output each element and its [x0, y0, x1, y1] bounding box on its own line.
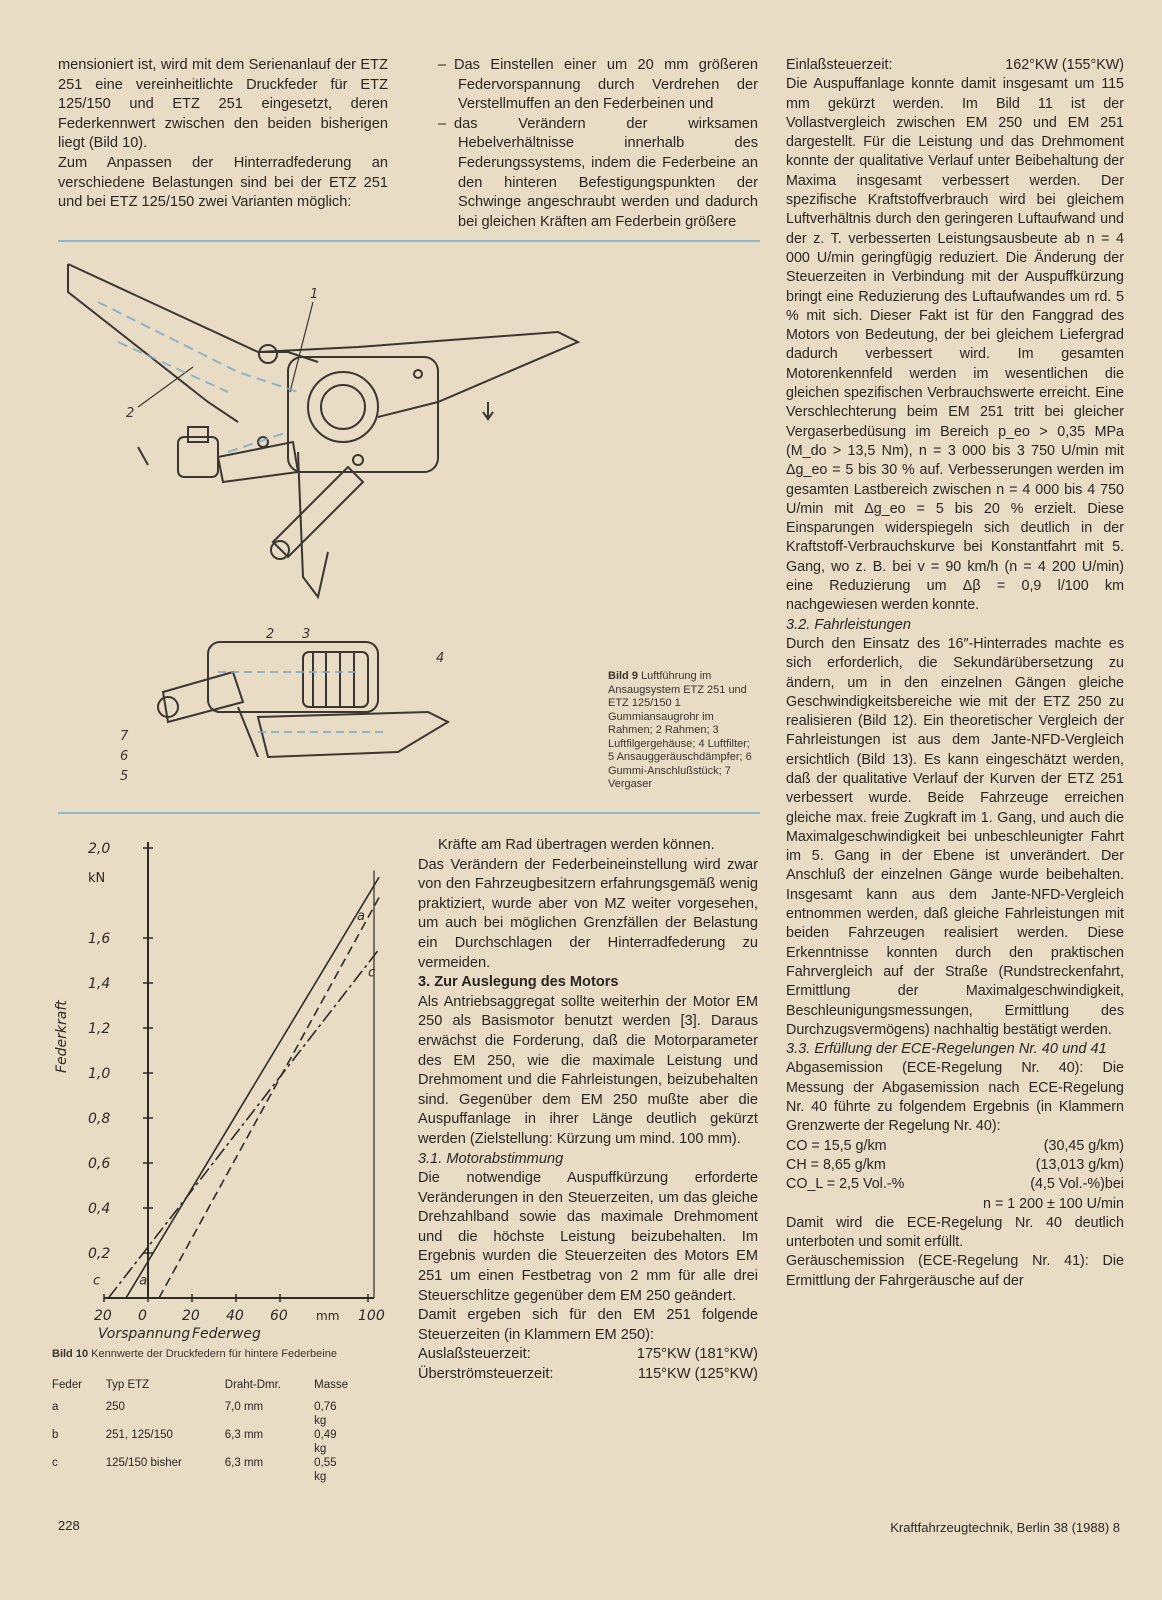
table-cell: b [52, 1429, 59, 1441]
series-line-b [126, 877, 379, 1298]
filter-circle [308, 372, 378, 442]
col-row [786, 1175, 1124, 1194]
y-tick-label: 1,0 [88, 1066, 111, 1082]
bild9-callout-2a: 2 [126, 406, 135, 421]
curve-label-bottom-a: a [139, 1273, 148, 1289]
bild10-caption-text: Kennwerte der Druckfedern für hintere Federbeine [91, 1348, 337, 1360]
y-tick-label: 0,2 [88, 1246, 111, 1262]
frame-outline [68, 264, 578, 417]
divider-top [58, 240, 760, 242]
y-tick-label: 0,8 [88, 1111, 111, 1127]
table-header: Typ ETZ [105, 1379, 150, 1391]
einlass-row [786, 56, 1124, 75]
page-number: 228 [58, 1518, 80, 1533]
x-tick-label: 100 [358, 1308, 385, 1324]
col2-continuation: Kräfte am Rad übertragen werden können. [438, 837, 715, 853]
table-cell: 6,3 mm [224, 1457, 264, 1469]
col2-para-feder: Das Verändern der Federbeineinstellung wird zwar von den Fahrzeugbesitzern erfahrungsgemäß wenig praktiziert, wurde aber von MZ weiter vorgesehen, um auch bei möglichen Grenzfällen der Belastung ein Durchschlagen der Hinterradfederung zu vermeiden. [418, 856, 758, 971]
table-cell: 6,3 mm [224, 1429, 264, 1441]
curve-label-bottom-c: c [93, 1273, 101, 1289]
bild9-callout-6: 6 [120, 749, 129, 764]
x-tick-label: 0 [138, 1308, 147, 1324]
table-row [52, 1456, 352, 1484]
col2-para-ergeben: Damit ergeben sich für den EM 251 folgende Steuerzeiten (in Klammern EM 250): [418, 1307, 758, 1343]
xlabel-left: Vorspannung [98, 1326, 191, 1342]
ueberstroem-row [418, 1365, 758, 1385]
co-row [786, 1137, 1124, 1156]
col-limit: (4,5 Vol.-%)bei [1030, 1176, 1124, 1193]
bild9-callout-3: 3 [302, 627, 311, 642]
bullet-item-2: – das Verändern der wirksamen Hebelverhältnisse innerhalb des Federungssystems, indem die Federbeine an den hinteren Befestigungspunkten der Schwinge angeschraubt werden und dadurch bei gleichen Kräften am Federbein größere [438, 115, 758, 230]
col1-para1: mensioniert ist, wird mit dem Serienanlauf der ETZ 251 eine vereinheitlichte Druckfeder für ETZ 125/150 und ETZ 251 eingesetzt, deren Federkennwert zwischen den beiden bisherigen liegt (Bild 10). [58, 57, 388, 152]
col-value: CO_L = 2,5 Vol.-% [786, 1176, 905, 1193]
y-tick-label: 2,0 [88, 841, 111, 857]
table-cell: 125/150 bisher [105, 1457, 182, 1469]
col2-lower-text [418, 836, 758, 1385]
section-3-heading: 3. Zur Auslegung des Motors [418, 974, 619, 991]
bullet2-text: das Verändern der wirksamen Hebelverhältnisse innerhalb des Federungssystems, indem die Federbeine an den hinteren Befestigungspunkten der Schwinge angeschraubt werden und dadurch bei gleichen Kräften am Federbein größere [454, 115, 758, 230]
y-unit-label: kN [88, 870, 106, 886]
ylabel: Federkraft [54, 1000, 70, 1073]
section-3-1-heading: 3.1. Motorabstimmung [418, 1150, 564, 1167]
table-row [52, 1428, 352, 1456]
col1-para2: Zum Anpassen der Hinterradfederung an verschiedene Belastungen sind bei der ETZ 251 und bei ETZ 125/150 zwei Varianten möglich: [58, 154, 388, 211]
bild9-caption-head: Bild 9 [608, 670, 638, 682]
bild9-callout-2: 2 [266, 627, 275, 642]
col2-top-text [438, 56, 758, 232]
auslass-value: 175°KW (181°KW) [636, 1346, 758, 1363]
table-cell: 7,0 mm [224, 1401, 264, 1413]
y-tick-label: 0,6 [88, 1156, 111, 1172]
co-limit: (30,45 g/km) [1043, 1137, 1124, 1154]
col3-para-geraeusch: Geräuschemission (ECE-Regelung Nr. 41): Die Ermittlung der Fahrgeräusche auf der [786, 1253, 1124, 1289]
bullet-item-1: – Das Einstellen einer um 20 mm größeren Federvorspannung durch Verdrehen der Verstellmuffen an den Federbeinen und [438, 57, 758, 113]
y-tick-label: 1,2 [88, 1021, 111, 1037]
bullet1-text: Das Einstellen einer um 20 mm größeren Federvorspannung durch Verdrehen der Verstellmuffen an den Federbeinen und [454, 57, 758, 113]
journal-footer: Kraftfahrzeugtechnik, Berlin 38 (1988) 8 [890, 1520, 1120, 1535]
col2-para-motor: Als Antriebsaggregat sollte weiterhin der Motor EM 250 als Basismotor benutzt werden [3]. Daraus erwächst die Forderung, daß die Motorparameter des EM 250, wie die maximale Leistung und Drehmoment und die Fahrleistungen, beizubehalten sind. Gegenüber dem EM 250 mußte aber die Auspuffanlage in ihrer Länge deutlich gekürzt werden (Zielstellung: Kürzung um mind. 100 mm). [418, 993, 758, 1147]
table-cell: a [52, 1401, 59, 1413]
table-header: Draht-Dmr. [224, 1379, 282, 1391]
ch-row [786, 1156, 1124, 1175]
x-tick-label: 20 [182, 1308, 200, 1324]
col3-text [786, 56, 1124, 1291]
col3-para-a: Die Auspuffanlage konnte damit insgesamt um 115 mm gekürzt werden. Im Bild 11 ist der Vollastvergleich zwischen EM 250 und EM 251 dargestellt. Für die Leistung und das Drehmoment konnte der qualitative Verlauf unter Beibehaltung der Maxima insgesamt verbessert werden. Der spezifische Kraftstoffverbrauch wird bei gleichem Luftverhältnis durch den geringeren Luftaufwand und der z. T. verbesserten Leistungsausbeute ab n = 4 000 U/min geringfügig reduziert. Die Änderung der Steuerzeiten in Verbindung mit der Auspuffkürzung bringt eine Reduzierung des Luftaufwandes um rd. 5 % mit sich. Dieser Fakt ist für den Fanggrad des Motors von Bedeutung, der bei gleichem Liefergrad dadurch verbessert wird. Im gesamten Motorenkennfeld werden im wesentlichen die gleichen spezifischen Verbrauchswerte erreicht. Eine Verschlechterung beim EM 251 tritt bei gleicher Vergaserbedüsung im Bereich p_eo > 0,35 MPa (M_do > 13,5 Nm), n = 3 000 bis 3 750 U/min mit Δg_eo = 5 bis 30 % auf. Verbesserungen werden im gesamten Lastbereich zwischen n = 4 000 bis 4 750 U/min mit Δg_eo = 5 bis 20 % erzielt. Diese Einsparungen widerspiegeln sich deutlich in der Kraftstoff-Verbrauchskurve bei Konstantfahrt mit 5. Gang, wo z. B. bei v = 90 km/h (n = 4 200 U/min) eine Reduzierung um Δβ = 0,9 l/100 km nachgewiesen werden konnte. [786, 76, 1124, 614]
bild10-caption [52, 1348, 392, 1362]
bild9-callout-4: 4 [436, 651, 445, 666]
ueberstroem-label: Überströmsteuerzeit: [418, 1366, 554, 1383]
table-header: Feder [52, 1379, 83, 1391]
bild9-callout-1: 1 [310, 287, 319, 302]
table-cell: 0,55 kg [314, 1457, 337, 1483]
bild9-callout-7: 7 [120, 729, 129, 744]
ueberstroem-value: 115°KW (125°KW) [637, 1366, 758, 1383]
col3-para-abgas: Abgasemission (ECE-Regelung Nr. 40): Die Messung der Abgasemission nach ECE-Regelung Nr. 40 führte zu folgendem Ergebnis (in Klammern Grenzwerte der Regelung Nr. 40): [786, 1060, 1124, 1135]
divider-middle [58, 812, 760, 814]
bild10-table [52, 1378, 352, 1484]
ch-limit: (13,013 g/km) [1035, 1156, 1124, 1173]
bild10-chart [48, 828, 408, 1368]
table-cell: 251, 125/150 [105, 1429, 173, 1441]
curve-label-top-c: c [368, 965, 376, 981]
table-header-row [52, 1378, 352, 1392]
col1-text [58, 56, 388, 213]
y-tick-label: 1,4 [88, 976, 111, 992]
bild9-caption [608, 670, 752, 792]
y-tick-label: 1,6 [88, 931, 111, 947]
n-value: n = 1 200 ± 100 U/min [983, 1195, 1124, 1212]
bild9-callout-5: 5 [120, 769, 129, 784]
einlass-value: 162°KW (155°KW) [1005, 57, 1124, 73]
table-cell: 250 [105, 1401, 125, 1413]
bild9-caption-text: Luftführung im Ansaugsystem ETZ 251 und ETZ 125/150 1 Gummiansaugrohr im Rahmen; 2 Rahmen; 3 Luftfilgergehäuse; 4 Luftfilter; 5 Ansauggeräuschdämpfer; 6 Gummi-Anschlußstück; 7 Vergaser [608, 670, 752, 790]
table-cell: 0,49 kg [314, 1429, 337, 1455]
x-unit-label: mm [316, 1309, 340, 1323]
section-3-2-heading: 3.2. Fahrleistungen [786, 616, 911, 633]
col2-para-abstimmung: Die notwendige Auspuffkürzung erforderte Veränderungen in den Steuerzeiten, um das gleiche Drehzahlband sowie das maximale Drehmoment und die höchste Leistung beizubehalten. Im Ergebnis wurden die Steuerzeiten des Motors EM 251 um einen Festbetrag von 2 mm für alle drei Steuerschlitze gegenüber dem EM 250 geändert. [418, 1170, 758, 1304]
table-header: Masse [314, 1379, 348, 1391]
x-tick-label: 20 [94, 1308, 112, 1324]
auslass-label: Auslaßsteuerzeit: [418, 1346, 531, 1363]
section-3-3-heading: 3.3. Erfüllung der ECE-Regelungen Nr. 40 und 41 [786, 1041, 1107, 1058]
ch-value: CH = 8,65 g/km [786, 1156, 886, 1173]
auslass-row [418, 1345, 758, 1365]
col3-para-unter: Damit wird die ECE-Regelung Nr. 40 deutlich unterboten und somit erfüllt. [786, 1214, 1124, 1251]
bild10-caption-head: Bild 10 [52, 1348, 89, 1360]
x-tick-label: 40 [226, 1308, 244, 1324]
einlass-label: Einlaßsteuerzeit: [786, 57, 893, 73]
col3-para-fahr: Durch den Einsatz des 16″-Hinterrades machte es sich erforderlich, die Sekundärübersetzung zu ändern, um in den einzelnen Gängen gleiche Geschwindigkeitsbereiche wie mit der ETZ 250 zu realisieren (Bild 12). Ein theoretischer Vergleich der Fahrleistungen ist aus dem Jante-NFD-Vergleich ersichtlich (Bild 13). Es kann eingeschätzt werden, daß der qualitative Verlauf der Kurven der ETZ 251 verbessert wurde. Beide Fahrzeuge erreichen gleiche max. freie Zugkraft im 1. Gang, und auch die Maximalgeschwindigkeit bei unbeschleunigter Fahrt im 5. Gang in der Ebene ist unverändert. Der Anschluß der einzelnen Gänge wurde beibehalten. Insgesamt kann aus dem Jante-NFD-Vergleich entnommen werden, daß gleiche Fahrleistungen mit beiden Fahrzeugen realisiert werden. Diese Erkenntnisse konnten durch den praktischen Fahrvergleich auf der Straße (Rundstreckenfahrt, Ermittlung der Maximalgeschwindigkeit, Beschleunigungsmessungen, Ermittlung des Durchzugsvermögens) nachhaltig bestätigt werden. [786, 635, 1124, 1038]
series-line-a [159, 898, 379, 1299]
co-value: CO = 15,5 g/km [786, 1137, 887, 1154]
table-row [52, 1400, 352, 1428]
table-cell: 0,76 kg [314, 1401, 337, 1427]
xlabel-right: Federweg [192, 1326, 261, 1342]
x-tick-label: 60 [270, 1308, 288, 1324]
curve-label-top-a: a [357, 909, 365, 924]
bild9-drawing [58, 252, 618, 792]
table-cell: c [52, 1457, 58, 1469]
y-tick-label: 0,4 [88, 1201, 111, 1217]
